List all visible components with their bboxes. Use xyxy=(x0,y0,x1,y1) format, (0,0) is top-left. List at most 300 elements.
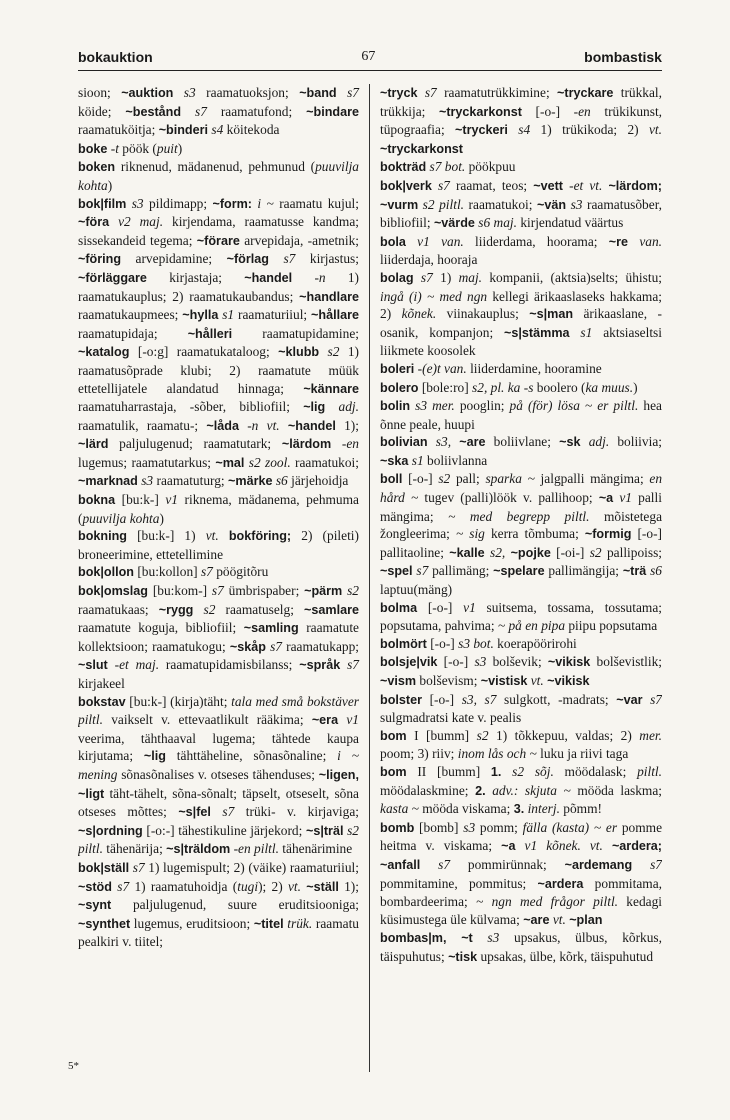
entry-text: luku ja riivi taga xyxy=(536,746,629,762)
entry-text xyxy=(581,434,589,449)
entry-text: 1) raamatusõprade klubi; 2) raamatute müük ettetellijatele alandatud hinnaga; xyxy=(78,344,359,396)
subentry-term: ~lig xyxy=(143,749,166,764)
grammar-label: adj. xyxy=(588,434,610,450)
entry-text: [-o-] xyxy=(426,635,459,651)
entry-headword: bolmört xyxy=(380,636,427,651)
grammar-label: s7 bot. xyxy=(429,159,466,175)
entry-headword: bokträd xyxy=(380,160,427,175)
dictionary-entry xyxy=(78,693,359,859)
subentry-term: 1. xyxy=(490,764,502,779)
subentry-term: ~kännare xyxy=(303,381,359,396)
subentry-term: ~ligen, xyxy=(318,767,359,782)
subentry-term: ~a xyxy=(598,491,614,506)
subentry-term: ~tryckarkonst xyxy=(380,141,463,156)
subentry-term: ~re xyxy=(608,234,629,249)
subentry-term: bokföring; xyxy=(228,529,292,544)
grammar-label: vt. xyxy=(552,911,566,927)
entry-text xyxy=(173,85,183,100)
grammar-label: s7 xyxy=(194,103,207,119)
dictionary-entry xyxy=(380,269,662,360)
dictionary-entry xyxy=(380,929,662,966)
dictionary-entry xyxy=(380,691,662,727)
page-header xyxy=(78,44,662,71)
grammar-label: s7 xyxy=(437,177,450,193)
entry-text xyxy=(280,418,288,433)
entry-text xyxy=(292,270,314,285)
subentry-term: ~tryckare xyxy=(557,86,614,100)
entry-text: raamaturiiul; xyxy=(234,307,312,323)
grammar-label: s1 xyxy=(411,452,424,468)
entry-text: raamatukapp; xyxy=(281,638,359,654)
dictionary-entry xyxy=(380,379,662,398)
entry-text: sõnasõnalises v. otseses tähenduses; xyxy=(117,766,319,782)
entry-text xyxy=(642,692,650,707)
subentry-term: ~lig xyxy=(303,400,326,415)
entry-text xyxy=(628,234,639,249)
grammar-label: s7 xyxy=(347,85,359,100)
entry-text: palli mängima; xyxy=(380,490,662,524)
entry-text: raamatu pealkiri v. tiitel; xyxy=(78,915,359,950)
subentry-term: ~s|ordning xyxy=(78,823,143,838)
subentry-term: ~språk xyxy=(299,658,341,673)
entry-text: järjehoidja xyxy=(287,473,349,489)
grammar-label: s1 xyxy=(580,324,593,340)
grammar-label: ingå (i) ~ med ngn xyxy=(380,288,488,304)
entry-text: sulgmadratsi kate v. pealis xyxy=(380,710,522,726)
subentry-term: ~handlare xyxy=(299,289,359,304)
entry-text: 1); xyxy=(338,878,359,894)
grammar-label: på (för) lösa ~ er piltl. xyxy=(509,398,639,414)
entry-text: kirjakeel xyxy=(78,676,125,691)
entry-text: arvepidaja, -ametnik; xyxy=(239,232,359,248)
dictionary-entry xyxy=(78,140,359,159)
grammar-label: s2 xyxy=(347,583,359,599)
grammar-label: s2 xyxy=(438,471,451,487)
subentry-term: ~samling xyxy=(243,621,299,636)
entry-text xyxy=(331,436,342,451)
entry-text: [bomb] xyxy=(414,819,464,835)
entry-text xyxy=(193,602,203,617)
grammar-label: -et maj. xyxy=(114,657,160,673)
grammar-label: s7 xyxy=(438,856,451,872)
entry-text: raamatupidamine; xyxy=(232,325,359,341)
subentry-term: ~anfall xyxy=(380,857,421,872)
entry-text: pallimängija; xyxy=(544,563,623,579)
entry-text: raamatukaupmees; xyxy=(78,307,183,323)
entry-text: liiderdamine, hooramine xyxy=(466,360,602,376)
grammar-label: v1 xyxy=(346,712,359,728)
subentry-term: ~ardera; xyxy=(611,839,662,854)
subentry-term: ~tryckarkonst xyxy=(438,104,522,119)
entry-text: trükkal, trükkija; xyxy=(380,85,662,119)
entry-text: [-o-] xyxy=(402,471,439,487)
grammar-label: s7 xyxy=(211,583,224,599)
entry-text: hea õnne peale, huupi xyxy=(380,398,662,432)
entry-text: möödalask; xyxy=(553,763,638,779)
subentry-term: ~trä xyxy=(622,564,647,579)
entry-text: pooglin; xyxy=(454,398,510,414)
entry-headword: bok|ollon xyxy=(78,565,134,580)
dictionary-entry xyxy=(78,582,359,693)
entry-text: boolero ( xyxy=(533,379,586,395)
entry-text: raamatu kujul; xyxy=(273,195,359,211)
entry-text: [bu:kollon] xyxy=(134,564,201,580)
entry-text: [-o-] xyxy=(417,599,464,615)
dictionary-entry xyxy=(380,819,662,930)
grammar-label: s3 xyxy=(474,654,487,670)
subentry-term: ~lärdom; xyxy=(608,178,662,193)
subentry-term: ~s|man xyxy=(529,307,574,322)
grammar-label: s3 xyxy=(463,819,476,835)
subentry-term: ~mal xyxy=(215,455,245,470)
entry-text: [-o-] xyxy=(422,691,462,707)
subentry-term: ~pojke xyxy=(510,545,551,560)
grammar-label: v1 xyxy=(463,599,476,615)
grammar-label: ~ ngn med frågor piltl. xyxy=(476,894,619,910)
entry-headword: bolin xyxy=(380,399,411,414)
subentry-term: ~form: xyxy=(212,196,253,211)
grammar-label: s2, xyxy=(489,544,506,560)
grammar-label: ~ sig xyxy=(455,526,485,542)
subentry-term: ~vistisk xyxy=(480,674,528,688)
subentry-term: ~låda xyxy=(206,418,239,433)
entry-text: raamatute kollektsioon; raamatukogu; xyxy=(78,620,359,654)
grammar-label: trük. xyxy=(287,915,313,931)
entry-text: [bu:k-] 1) xyxy=(126,528,206,544)
subentry-term: ~vikisk xyxy=(547,655,591,670)
entry-text: upsakus, ülbus, kõrkus, täispuhutus; xyxy=(380,930,662,964)
entry-text: bolševik; xyxy=(486,654,548,670)
dictionary-entry xyxy=(380,397,662,433)
subentry-term: ~förlag xyxy=(226,252,269,267)
subentry-term: ~s|fel xyxy=(178,805,211,820)
entry-text: pommitamine, pommitus; xyxy=(380,875,538,891)
entry-text xyxy=(603,838,612,853)
subentry-term: ~vän xyxy=(537,197,567,212)
entry-headword: bomb xyxy=(380,820,415,835)
entry-text: raamatuselg; xyxy=(215,601,305,617)
entry-headword: bok|film xyxy=(78,196,127,211)
grammar-label: v1 van. xyxy=(417,233,464,249)
grammar-label: s7 xyxy=(650,691,662,707)
subentry-term: ~samlare xyxy=(304,602,359,617)
grammar-label: tala med små bokstäver piltl. xyxy=(78,693,359,728)
grammar-label: s7 xyxy=(117,878,130,894)
grammar-label: -et vt. xyxy=(569,177,603,193)
grammar-label: tugi xyxy=(237,878,259,894)
entry-text: raamatukoi; xyxy=(290,454,359,470)
entry-text: mõistetega žongleerima; xyxy=(380,508,662,542)
grammar-label: i ~ xyxy=(257,195,274,211)
grammar-label: s6 xyxy=(650,563,662,579)
grammar-label: v2 maj. xyxy=(118,214,164,230)
subentry-term: ~handel xyxy=(244,270,293,285)
entry-text: boliivlanna xyxy=(423,452,488,468)
entry-text xyxy=(632,857,650,872)
entry-text: 1) raamatukauplus; 2) raamatukaubandus; xyxy=(78,269,359,304)
subentry-term: ~värde xyxy=(433,216,475,231)
grammar-label: kõnek. xyxy=(401,306,437,322)
entry-text: pöökpuu xyxy=(465,159,516,175)
entry-text: boliivlane; xyxy=(485,434,560,450)
subentry-term: ~ardera xyxy=(537,876,584,891)
entry-text: vaikselt v. ettevaatlikult rääkima; xyxy=(102,712,312,728)
page-number: 67 xyxy=(361,49,376,64)
subentry-term: ~tisk xyxy=(448,949,478,964)
subentry-term: ~tryckeri xyxy=(455,123,508,138)
subentry-term: ~vett xyxy=(533,178,563,193)
grammar-label: -en piltl. xyxy=(233,841,279,857)
grammar-label: s7 xyxy=(222,804,235,820)
entry-text xyxy=(414,270,421,285)
entry-text: sioon; xyxy=(78,85,122,100)
right-column xyxy=(370,84,662,1072)
subentry-term: ~ardemang xyxy=(564,857,633,872)
entry-headword: bokning xyxy=(78,529,127,544)
subentry-term: ~t xyxy=(461,931,473,946)
grammar-label: v1 kõnek. vt. xyxy=(524,838,603,854)
grammar-label: puit xyxy=(156,140,178,156)
entry-text xyxy=(428,434,436,449)
subentry-term: ~föring xyxy=(78,252,122,267)
entry-text: koerapöörirohi xyxy=(493,635,577,651)
entry-text: ) xyxy=(107,177,113,193)
signature-mark: 5* xyxy=(68,1060,79,1072)
entry-text: möödalaskmine; xyxy=(380,782,476,798)
entry-text: raamatukoi; xyxy=(464,196,538,212)
entry-text: kedagi küsimustega üle külvama; xyxy=(380,894,662,927)
grammar-label: maj. xyxy=(458,269,483,285)
subentry-term: ~are xyxy=(523,912,550,927)
entry-text: raamatuoksjon; xyxy=(195,85,300,100)
dictionary-entry xyxy=(380,177,662,233)
entry-headword: boke xyxy=(78,141,108,156)
grammar-label: s2 sõj. xyxy=(512,763,554,779)
entry-text: liiderdama, hoorama; xyxy=(463,233,609,249)
grammar-label: ~ med begrepp piltl. xyxy=(448,508,590,524)
subentry-term: ~märke xyxy=(228,474,273,489)
grammar-label: interj. xyxy=(527,801,560,817)
subentry-term: ~binderi xyxy=(158,123,209,138)
grammar-label: s7 xyxy=(283,251,296,267)
entry-text: 1) lugemispult; 2) (väike) raamaturiiul; xyxy=(144,859,359,875)
grammar-label: s2 xyxy=(203,601,216,617)
entry-text: II [bumm] xyxy=(406,763,491,779)
grammar-label: adj. xyxy=(338,399,359,415)
entry-headword: bok|ställ xyxy=(78,860,130,875)
grammar-label: s2, pl. ka -s xyxy=(472,379,534,395)
grammar-label: s3 xyxy=(487,930,500,946)
entry-headword: bolma xyxy=(380,600,418,615)
entry-headword: bolag xyxy=(380,270,414,285)
entry-text: raamatute koguja, bibliofiil; xyxy=(78,620,244,636)
entry-headword: bok|verk xyxy=(380,178,432,193)
entry-text: kompanii, (aktsia)selts; ühistu; xyxy=(482,269,662,285)
entry-text: ) xyxy=(177,140,183,156)
dictionary-entry xyxy=(380,360,662,379)
entry-text: põmm! xyxy=(559,801,602,817)
entry-headword: bolster xyxy=(380,692,422,707)
grammar-label: ~ på en pipa xyxy=(497,618,566,634)
entry-headword: boll xyxy=(380,472,403,487)
dictionary-entry xyxy=(380,653,662,690)
entry-text: tähenärimine xyxy=(278,841,353,857)
entry-text: pomme heitma v. viskama; xyxy=(380,819,662,854)
grammar-label: s6 maj. xyxy=(478,215,517,231)
entry-text: [-o:-] tähestikuline järjekord; xyxy=(142,822,306,838)
entry-text: trükikunst, tüpograafia; xyxy=(380,103,662,138)
subentry-term: ~bestånd xyxy=(125,104,182,119)
grammar-label: -n xyxy=(314,269,326,285)
entry-text xyxy=(447,930,462,945)
grammar-label: sparka ~ xyxy=(485,471,535,487)
subentry-term: ~era xyxy=(311,713,339,728)
entry-text: piipu popsutama xyxy=(565,618,658,634)
entry-text: 2) (pileti) broneerimine, ettetellimine xyxy=(78,528,359,562)
entry-text: raamatulik, raamatu-; xyxy=(78,417,207,433)
grammar-label: -t xyxy=(110,140,119,156)
entry-text: poom; 3) riiv; xyxy=(380,746,458,762)
entry-text: paljulugenud; raamatutark; xyxy=(108,436,282,452)
grammar-label: s3 mer. xyxy=(415,398,455,414)
entry-text xyxy=(109,214,118,229)
entry-text: tähenärija; xyxy=(102,841,167,857)
entry-text xyxy=(239,418,247,433)
subentry-term: ~pärm xyxy=(304,584,343,599)
subentry-term: ~hylla xyxy=(182,308,219,323)
dictionary-entry xyxy=(78,527,359,563)
entry-text: ) xyxy=(159,510,164,526)
entry-headword: boleri xyxy=(380,361,415,376)
subentry-term: ~marknad xyxy=(78,474,138,489)
subentry-term: ~föra xyxy=(78,215,110,230)
subentry-term: ~ställ xyxy=(306,879,339,894)
entry-text: [-oi-] xyxy=(550,544,590,560)
entry-text: kirjastaja; xyxy=(146,269,245,285)
entry-text xyxy=(319,344,327,359)
entry-text: bolševistlik; xyxy=(590,654,662,670)
grammar-label: s7 xyxy=(650,856,662,872)
entry-text: tähttäheline, sõnasõnaline; xyxy=(165,748,338,764)
subentry-term: ~spelare xyxy=(493,564,545,579)
subentry-term: ~förläggare xyxy=(78,270,147,285)
entry-text: boliivia; xyxy=(609,434,662,450)
subentry-term: ~a xyxy=(501,839,516,854)
grammar-label: s7 xyxy=(270,638,282,654)
entry-text: [bu:k-] (kirja)täht; xyxy=(125,693,232,709)
grammar-label: s7 xyxy=(416,563,429,579)
entry-text xyxy=(501,764,512,779)
grammar-label: s6 xyxy=(275,473,288,489)
entry-text: pallimäng; xyxy=(428,563,494,579)
entry-text: raamatuharrastaja, -sõber, bibliofiil; xyxy=(78,399,304,415)
entry-headword: bolivian xyxy=(380,435,428,450)
grammar-label: s2 zool. xyxy=(248,454,291,470)
subentry-term: ~ligt xyxy=(78,786,105,801)
subentry-term: ~are xyxy=(459,435,486,450)
entry-text xyxy=(219,528,229,543)
entry-text: 1) trükikoda; 2) xyxy=(530,122,649,138)
entry-text: kerra tõmbuma; xyxy=(484,526,585,542)
grammar-label: piltl. xyxy=(637,763,662,779)
entry-text: mööda laskma; xyxy=(570,782,662,798)
entry-text: köitekoda xyxy=(223,122,280,138)
subentry-term: ~vism xyxy=(380,674,417,688)
entry-text: pommirünnak; xyxy=(450,856,565,872)
entry-text: tugev (palli)löök v. pallihoop; xyxy=(418,490,599,506)
entry-text: viinakauplus; xyxy=(436,306,530,322)
grammar-label: s3 bot. xyxy=(458,635,494,651)
subentry-term: ~formig xyxy=(584,527,632,542)
grammar-label: v1 xyxy=(619,490,632,506)
entry-text: ) xyxy=(633,379,638,395)
grammar-label: puuvilja kohta xyxy=(82,510,160,526)
subentry-term: ~slut xyxy=(78,658,108,673)
dictionary-entry xyxy=(78,84,359,140)
grammar-label: s7 xyxy=(424,85,437,100)
entry-text: raamatupidaja; xyxy=(78,325,188,341)
subentry-term: ~tryck xyxy=(380,86,418,100)
grammar-label: s4 xyxy=(518,122,531,138)
subentry-term: ~sk xyxy=(559,435,581,450)
entry-text: kirjastus; xyxy=(295,251,359,267)
subentry-term: ~auktion xyxy=(121,86,174,100)
entry-text: 1) tõkkepuu, valdas; 2) xyxy=(488,727,640,743)
subentry-term: ~plan xyxy=(569,912,603,927)
entry-text: pildimapp; xyxy=(143,195,213,211)
dictionary-entry xyxy=(380,84,662,158)
grammar-label: s3, s7 xyxy=(461,691,497,707)
entry-text: 1); xyxy=(335,417,359,433)
entry-text xyxy=(570,325,581,340)
entry-text: riknema, mädanema, pehmuma ( xyxy=(78,492,359,526)
subentry-term: ~skåp xyxy=(229,639,266,654)
entry-text: pommitama, bombardeerima; xyxy=(380,875,662,910)
entry-text: raamatuturg; xyxy=(153,473,229,489)
subentry-term: ~var xyxy=(616,692,643,707)
grammar-label: -(e)t van. xyxy=(417,360,467,376)
subentry-term: ~bindare xyxy=(306,104,359,119)
grammar-label: i ~ mening xyxy=(78,748,359,782)
entry-text xyxy=(451,434,459,449)
entry-text: trüki- v. kirjaviga; xyxy=(234,804,359,820)
entry-text: raamatufond; xyxy=(206,103,307,119)
dictionary-entry xyxy=(380,635,662,654)
grammar-label: vt. xyxy=(530,673,544,688)
grammar-label: -en xyxy=(573,103,591,119)
subentry-term: ~titel xyxy=(253,916,284,931)
subentry-term: ~stöd xyxy=(78,879,112,894)
grammar-label: s2 piltl. xyxy=(78,822,359,857)
entry-text: aktsiaseltsi liikmete koosolek xyxy=(380,324,662,359)
grammar-label: s7 xyxy=(132,859,145,875)
entry-text: pöögitõru xyxy=(212,564,269,580)
grammar-label: s4 xyxy=(211,122,224,138)
subentry-term: ~katalog xyxy=(78,345,130,360)
dictionary-entry xyxy=(380,727,662,763)
entry-text: veerima, tähthaaval lugema; tähtede kaupa kirjutama; xyxy=(78,730,359,764)
entry-text: ümbrispaber; xyxy=(223,583,305,599)
entry-text: pall; xyxy=(450,471,486,487)
entry-headword: bom xyxy=(380,728,407,743)
grammar-label: s3 xyxy=(570,196,583,212)
entry-headword: bokna xyxy=(78,493,116,508)
entry-headword: bolsje|vik xyxy=(380,655,438,670)
entry-text xyxy=(406,234,417,249)
entry-text: 1) xyxy=(432,269,459,285)
subentry-term: ~synt xyxy=(78,898,112,913)
entry-text: 1) raamatuhoidja ( xyxy=(129,878,238,894)
